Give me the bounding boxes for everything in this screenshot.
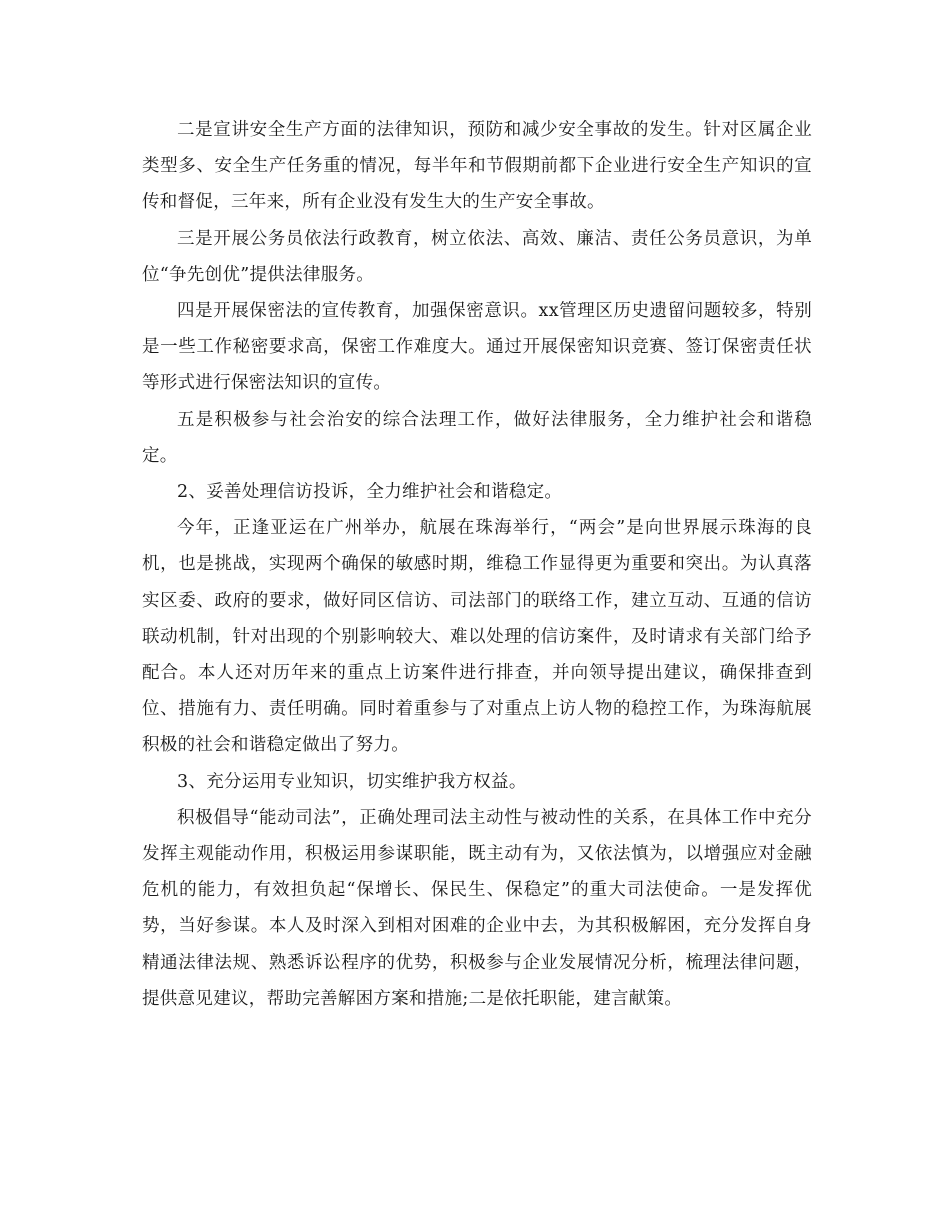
paragraph-civil-servant-education: 三是开展公务员依法行政教育，树立依法、高效、廉洁、责任公务员意识，为单位“争先创优”提供法律服务。 xyxy=(142,228,812,285)
paragraph-secrecy-law: 四是开展保密法的宣传教育，加强保密意识。xx管理区历史遗留问题较多，特别是一些工作秘密要求高，保密工作难度大。通过开展保密知识竞赛、签订保密责任状等形式进行保密法知识的宣传。 xyxy=(142,301,812,394)
paragraph-active-justice: 积极倡导“能动司法”，正确处理司法主动性与被动性的关系，在具体工作中充分发挥主观能动作用，积极运用参谋职能，既主动有为，又依法慎为，以增强应对金融危机的能力，有效担负起“保增长、保民生、保稳定”的重大司法使命。一是发挥优势，当好参谋。本人及时深入到相对困难的企业中去，为其积极解困，充分发挥自身精通法律法规、熟悉诉讼程序的优势，积极参与企业发展情况分析，梳理法律问题，提供意见建议，帮助完善解困方案和措施;二是依托职能，建言献策。 xyxy=(142,807,812,1009)
section-heading-professional-knowledge: 3、充分运用专业知识，切实维护我方权益。 xyxy=(177,771,527,792)
paragraph-safety-law: 二是宣讲安全生产方面的法律知识，预防和减少安全事故的发生。针对区属企业类型多、安全生产任务重的情况，每半年和节假期前都下企业进行安全生产知识的宣传和督促，三年来，所有企业没有发生大的生产安全事故。 xyxy=(142,120,812,213)
paragraph-public-security: 五是积极参与社会治安的综合法理工作，做好法律服务，全力维护社会和谐稳定。 xyxy=(142,409,812,466)
section-heading-petitions: 2、妥善处理信访投诉，全力维护社会和谐稳定。 xyxy=(177,482,563,503)
paragraph-petitions: 今年，正逢亚运在广州举办，航展在珠海举行，“两会”是向世界展示珠海的良机，也是挑战，实现两个确保的敏感时期，维稳工作显得更为重要和突出。为认真落实区委、政府的要求，做好同区信访、司法部门的联络工作，建立互动、互通的信访联动机制，针对出现的个别影响较大、难以处理的信访案件，及时请求有关部门给予配合。本人还对历年来的重点上访案件进行排查，并向领导提出建议，确保排查到位、措施有力、责任明确。同时着重参与了对重点上访人物的稳控工作，为珠海航展积极的社会和谐稳定做出了努力。 xyxy=(142,518,812,756)
document-body xyxy=(142,112,812,1017)
